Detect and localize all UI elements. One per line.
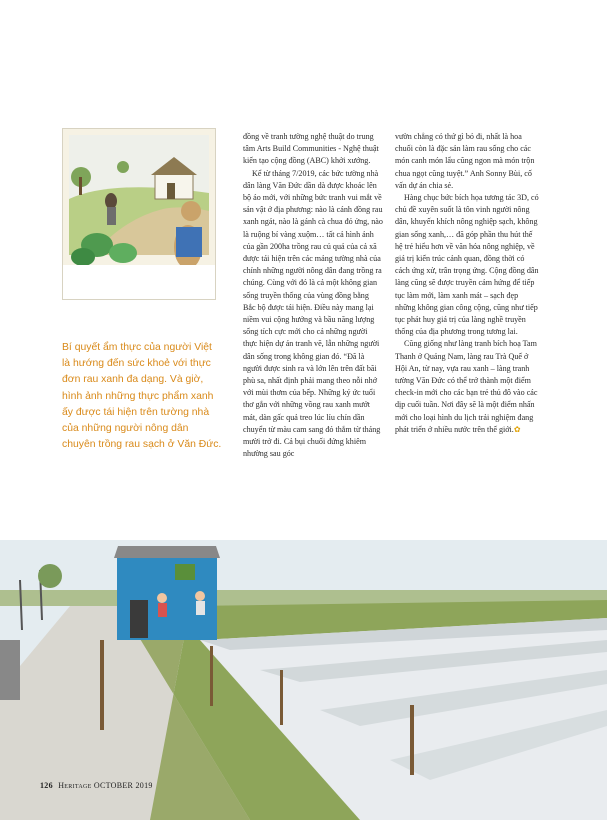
- issue-date: OCTOBER 2019: [93, 781, 153, 790]
- photo-caption: Bí quyết ẩm thực của người Việt là hướng đến sức khoẻ với thực đơn rau xanh đa dạng. Và giờ, hình ảnh những thực phẩm xanh ấy được tái hiện trên tường nhà của những người nông dân chuyên trồng rau sạch ở Văn Đức.: [62, 342, 222, 451]
- paragraph: vườn chẳng có thứ gì bỏ đi, nhất là hoa chuối còn là đặc sản làm rau sống cho các món canh món lẩu cũng ngon mà món trộn chua ngọt cũng tuyệt.” Anh Sonny Bùi, cố vấn dự án chia sẻ.: [395, 132, 535, 190]
- mural-painting-image: [62, 128, 216, 300]
- paragraph: Kể từ tháng 7/2019, các bức tường nhà dân làng Văn Đức dần dà được khoác lên bộ áo mới, với những bức tranh vui mắt về sản vật ở địa phương: nào là cánh đồng rau xanh ngát, nào là gánh cà chua đỏ ửng, nào là ruộng bí vàng xuộm… tất cả hình ảnh của gần 200ha trồng rau củ quả của cả xã được tái hiện trên các mảng tường nhà của chính những người nông dân đang trồng ra chúng. Cùng với đó là cả một không gian sống truyền thống của vùng đồng bằng Bắc bộ được tái hiện. Điều này mang lại niềm vui cộng hưởng và bầu năng lượng sống tích cực mới cho cả những người thực hiện dự án tranh vẽ, lẫn những người dân sống trong không gian đó. “Đã là người được sinh ra và lớn lên trên đất bãi phù sa, nhất định phải mang theo nỗi nhớ với mùi thơm của bếp. Những ký ức tuổi thơ gắn với những vồng rau xanh mướt mát, dàn gấc quả treo lúc lỉu chín dần chuyển từ màu cam sang đỏ thắm từ tháng mười trở đi. Cả bụi chuối đứng khiêm nhường sau góc: [243, 168, 383, 459]
- paragraph: [395, 338, 539, 436]
- village-field-photo: [0, 540, 607, 820]
- end-mark-icon: ✿: [513, 424, 521, 434]
- paragraph-text: Cũng giống như làng tranh bích hoạ Tam Thanh ở Quảng Nam, làng rau Trà Quế ở Hội An, từ nay, vựa rau xanh – làng tranh tường Văn Đức có thể trở thành một điểm check-in mới cho các bạn trẻ thủ đô vào các dịp cuối tuần. Nơi đây sẽ là một điểm nhấn mới cho loại hình du lịch trải nghiệm đang phát triển ở nhiều nước trên thế giới.: [395, 339, 538, 434]
- magazine-name: Heritage: [58, 781, 92, 790]
- paragraph: Hàng chục bức bích họa tương tác 3D, có chủ đề xuyên suốt là tôn vinh người nông dân, khuyến khích nông nghiệp sạch, không gian sống xanh,… đã góp phần thu hút thế hệ trẻ hiểu hơn về văn hóa nông nghiệp, về giá trị kiến trúc cảnh quan, đồng thời có cách ứng xử, trân trọng ứng. Cộng đồng dân làng cũng sẽ được truyền cảm hứng để tiếp tục làm mới, làm xanh mát – sạch đẹp những không gian công cộng, cũng như tiếp tục phát huy giá trị của làng nghề truyền thống của địa phương trong tương lai.: [395, 193, 539, 337]
- mural-illustration: [63, 129, 215, 299]
- landscape-illustration: [0, 540, 607, 820]
- article-column-left: [243, 131, 383, 460]
- article-column-right: [395, 131, 539, 436]
- paragraph: đồng về tranh tường nghệ thuật do trung tâm Arts Build Communities - Nghệ thuật kiến tạo cộng đồng (ABC) khởi xướng.: [243, 132, 379, 166]
- page-footer: [40, 781, 153, 790]
- page-number: 126: [40, 781, 53, 790]
